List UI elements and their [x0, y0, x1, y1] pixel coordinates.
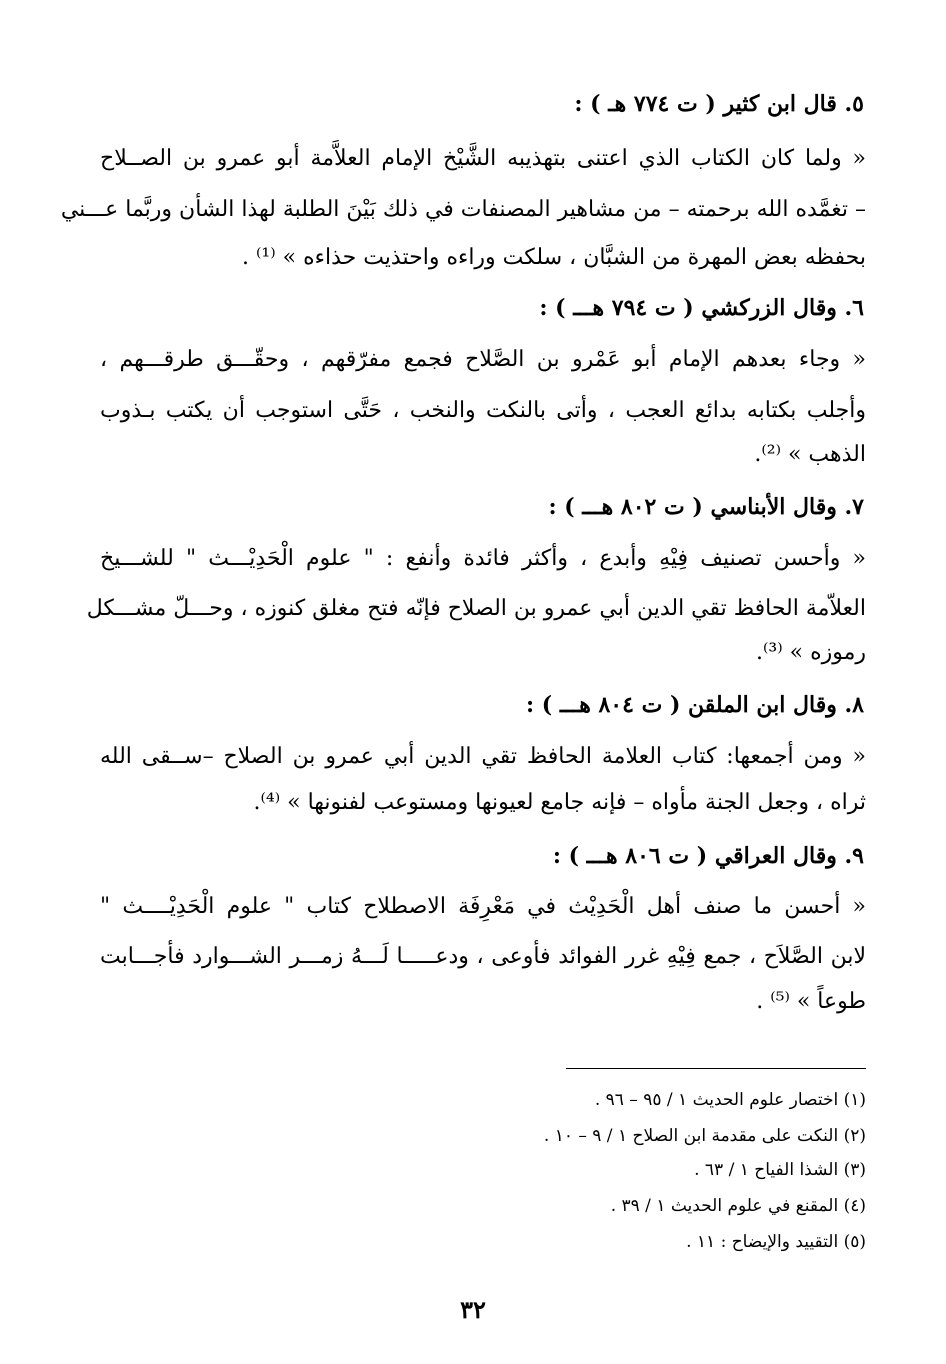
footnote: (٤) المقنع في علوم الحديث ١ / ٣٩ . — [610, 1196, 866, 1216]
paragraph-line: « وأحسن تصنيف فِيْهِ وأبدع ، وأكثر فائدة وأنفع : " علوم الْحَدِيْـــث " للشـــيخ — [100, 546, 866, 571]
section-heading: ٧. وقال الأبناسي ( ت ٨٠٢ هـــ ) : — [548, 494, 864, 520]
paragraph-line: ثراه ، وجعل الجنة مأواه – فإنه جامع لعيونها ومستوعب لفنونها » ⁽⁴⁾. — [253, 790, 866, 815]
paragraph-line: رموزه » ⁽³⁾. — [755, 640, 866, 665]
footnote: (٢) النكت على مقدمة ابن الصلاح ١ / ٩ – ١٠ . — [543, 1126, 866, 1146]
paragraph-line: « ولما كان الكتاب الذي اعتنى بتهذيبه الشَّيْخ الإمام العلاَّمة أبو عمرو بن الصــلاح — [100, 146, 866, 171]
paragraph-line: « أحسن ما صنف أهل الْحَدِيْث في مَعْرِفَة الاصطلاح كتاب " علوم الْحَدِيْــــث " — [100, 894, 866, 919]
paragraph-line: « ومن أجمعها: كتاب العلامة الحافظ تقي الدين أبي عمرو بن الصلاح –ســقى الله — [100, 744, 866, 769]
footnote-divider — [566, 1068, 866, 1069]
page-number: ٣٢ — [460, 1295, 486, 1324]
paragraph-line: الذهب » ⁽²⁾. — [754, 442, 866, 467]
section-heading: ٩. وقال العراقي ( ت ٨٠٦ هـــ ) : — [552, 843, 864, 869]
paragraph-line: بحفظه بعض المهرة من الشبَّان ، سلكت وراءه واحتذيت حذاءه » ⁽¹⁾ . — [242, 245, 866, 270]
footnote: (٣) الشذا الفياح ١ / ٦٣ . — [694, 1160, 866, 1180]
paragraph-line: « وجاء بعدهم الإمام أبو عَمْرو بن الصَّلاح فجمع مفرّقهم ، وحقّـــق طرقـــهم ، — [100, 347, 866, 372]
paragraph-line: وأجلب بكتابه بدائع العجب ، وأتى بالنكت والنخب ، حَتَّى استوجب أن يكتب بـذوب — [100, 398, 866, 423]
paragraph-line: طوعاً » ⁽⁵⁾ . — [756, 989, 866, 1014]
section-heading: ٥. قال ابن كثير ( ت ٧٧٤ هـ ) : — [574, 91, 864, 117]
paragraph-line: – تغمَّده الله برحمته – من مشاهير المصنفات في ذلك بَيْنَ الطلبة لهذا الشأن وربَّما عـــني — [60, 197, 866, 222]
paragraph-line: العلاّمة الحافظ تقي الدين أبي عمرو بن الصلاح فإنّه فتح مغلق كنوزه ، وحـــلّ مشـــكل — [86, 596, 866, 621]
footnote: (٥) التقييد والإيضاح : ١١ . — [686, 1232, 866, 1252]
section-heading: ٨. وقال ابن الملقن ( ت ٨٠٤ هـــ ) : — [526, 692, 864, 718]
section-heading: ٦. وقال الزركشي ( ت ٧٩٤ هـــ ) : — [539, 295, 864, 321]
paragraph-line: لابن الصَّلاَح ، جمع فِيْهِ غرر الفوائد فأوعى ، ودعـــــا لَـــهُ زمـــر الشـــوارد فأجـــابت — [100, 944, 866, 969]
footnote: (١) اختصار علوم الحديث ١ / ٩٥ – ٩٦ . — [594, 1090, 866, 1110]
